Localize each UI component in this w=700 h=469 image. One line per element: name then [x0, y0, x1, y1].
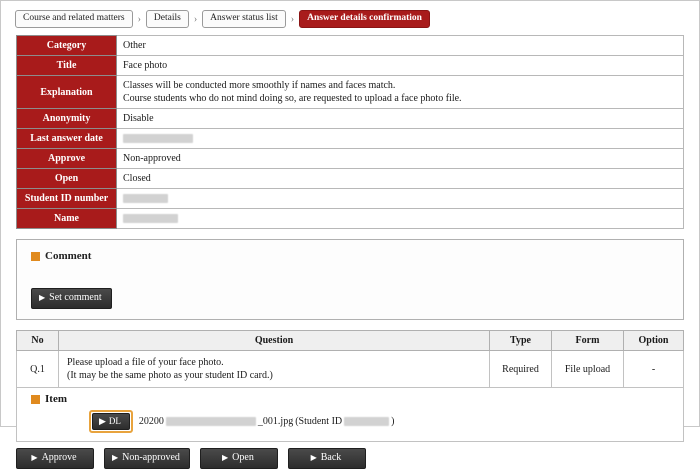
orange-square-icon	[31, 395, 40, 404]
breadcrumb-separator-icon: ›	[193, 13, 198, 25]
item-heading-label: Item	[45, 393, 67, 405]
column-header-option: Option	[624, 331, 684, 351]
file-name-suffix: _001.jpg	[257, 416, 294, 427]
approve-button-label: Approve	[41, 452, 77, 463]
question-line-1: Please upload a file of your face photo.	[67, 357, 224, 368]
column-header-type: Type	[490, 331, 552, 351]
table-row	[17, 129, 684, 149]
detail-label-approve: Approve	[17, 149, 117, 169]
breadcrumb-separator-icon: ›	[290, 13, 295, 25]
answer-detail-table	[16, 35, 684, 229]
detail-value-anonymity: Disable	[117, 109, 684, 129]
breadcrumb-item-answer-details-confirmation[interactable]: Answer details confirmation	[299, 10, 430, 28]
set-comment-row	[31, 288, 673, 309]
explanation-line-1: Classes will be conducted more smoothly if names and faces match.	[123, 80, 396, 91]
triangle-right-icon: ▶	[310, 453, 317, 462]
item-section	[16, 388, 684, 442]
column-header-form: Form	[552, 331, 624, 351]
table-row	[17, 109, 684, 129]
triangle-right-icon: ▶	[112, 453, 119, 462]
detail-label-name: Name	[17, 209, 117, 229]
file-owner-close: )	[391, 416, 395, 427]
uploaded-file-name[interactable]	[139, 416, 395, 427]
redacted-value	[123, 194, 168, 203]
breadcrumb-item-details[interactable]: Details	[146, 10, 189, 28]
download-button-highlight	[89, 410, 133, 433]
detail-value-category: Other	[117, 36, 684, 56]
orange-square-icon	[31, 252, 40, 261]
triangle-right-icon: ▶	[99, 416, 106, 426]
redacted-value	[123, 214, 178, 223]
detail-label-title: Title	[17, 56, 117, 76]
cell-question-type: Required	[490, 351, 552, 388]
open-button-label: Open	[232, 452, 254, 463]
table-row	[17, 351, 684, 388]
download-button[interactable]	[92, 413, 130, 430]
triangle-right-icon: ▶	[39, 293, 46, 302]
table-row	[17, 209, 684, 229]
non-approved-button-label: Non-approved	[122, 452, 180, 463]
cell-question-text	[59, 351, 490, 388]
comment-heading	[31, 250, 673, 262]
comment-heading-label: Comment	[45, 250, 92, 262]
redacted-value	[123, 134, 193, 143]
table-header-row	[17, 331, 684, 351]
table-row	[17, 56, 684, 76]
breadcrumb-item-answer-status-list[interactable]: Answer status list	[202, 10, 286, 28]
redacted-value	[166, 417, 256, 426]
detail-label-student-id-number: Student ID number	[17, 189, 117, 209]
table-row	[17, 149, 684, 169]
back-button[interactable]	[288, 448, 366, 469]
table-row	[17, 189, 684, 209]
detail-label-anonymity: Anonymity	[17, 109, 117, 129]
triangle-right-icon: ▶	[222, 453, 229, 462]
table-row	[17, 76, 684, 109]
comment-panel	[16, 239, 684, 320]
detail-value-open: Closed	[117, 169, 684, 189]
open-button[interactable]	[200, 448, 278, 469]
item-heading	[31, 393, 673, 405]
file-owner-label: (Student ID	[295, 416, 343, 427]
detail-value-title: Face photo	[117, 56, 684, 76]
breadcrumb	[15, 9, 691, 29]
redacted-value	[344, 417, 389, 426]
set-comment-button[interactable]	[31, 288, 112, 309]
column-header-no: No	[17, 331, 59, 351]
detail-value-last-answer-date	[117, 129, 684, 149]
approve-button[interactable]	[16, 448, 94, 469]
non-approved-button[interactable]	[104, 448, 190, 469]
cell-question-option: -	[624, 351, 684, 388]
back-button-label: Back	[320, 452, 342, 463]
breadcrumb-separator-icon: ›	[137, 13, 141, 25]
explanation-line-2: Course students who do not mind doing so, are requested to upload a face photo file.	[123, 93, 462, 104]
question-line-2: (It may be the same photo as your student ID card.)	[67, 370, 273, 381]
cell-question-form: File upload	[552, 351, 624, 388]
detail-label-category: Category	[17, 36, 117, 56]
uploaded-file-row	[89, 410, 673, 433]
download-button-label: DL	[108, 416, 121, 426]
question-table	[16, 330, 684, 388]
detail-label-explanation: Explanation	[17, 76, 117, 109]
detail-value-explanation	[117, 76, 684, 109]
file-name-prefix: 20200	[138, 416, 164, 427]
detail-value-name	[117, 209, 684, 229]
detail-value-student-id-number	[117, 189, 684, 209]
breadcrumb-item-course-and-related-matters[interactable]: Course and related matters	[15, 10, 133, 28]
cell-question-no: Q.1	[17, 351, 59, 388]
footer-action-bar	[16, 448, 684, 469]
triangle-right-icon: ▶	[31, 453, 38, 462]
column-header-question: Question	[59, 331, 490, 351]
detail-value-approve: Non-approved	[117, 149, 684, 169]
table-row	[17, 36, 684, 56]
table-row	[17, 169, 684, 189]
set-comment-label: Set comment	[49, 292, 102, 303]
detail-label-last-answer-date: Last answer date	[17, 129, 117, 149]
detail-label-open: Open	[17, 169, 117, 189]
